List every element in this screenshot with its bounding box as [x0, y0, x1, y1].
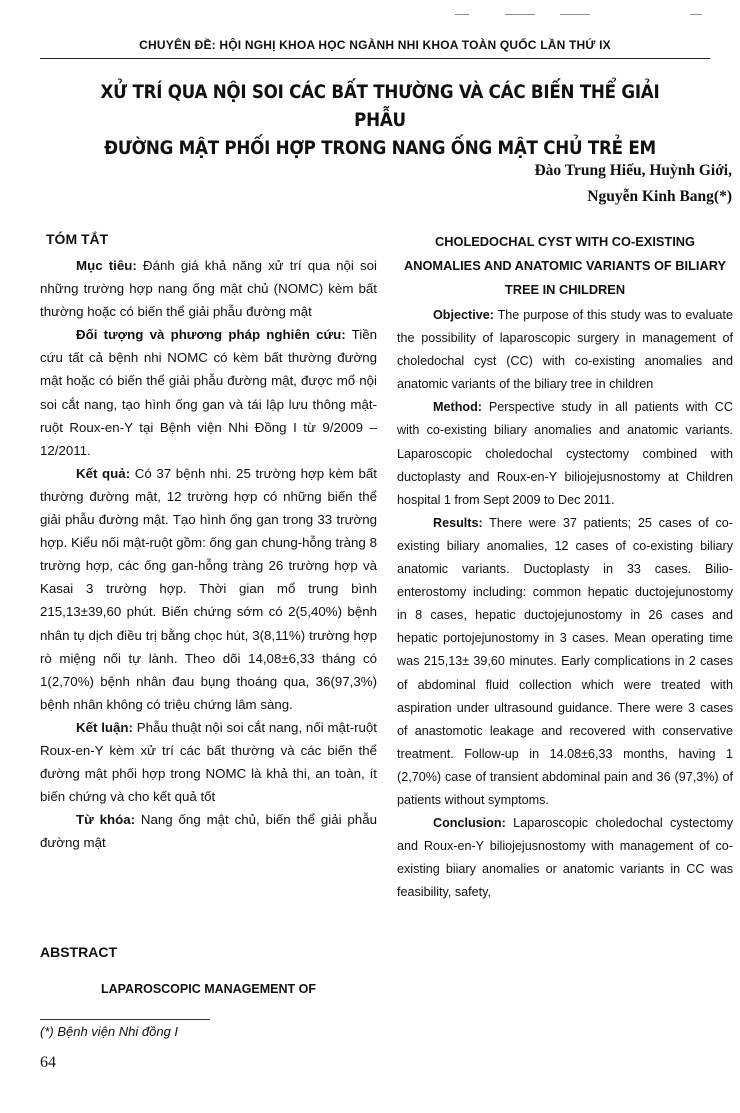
conclusion-text: Phẫu thuật nội soi cắt nang, nối mật-ruột Roux-en-Y kèm xử trí các bất thường và các biến thể đường mật phối hợp trong NOMC là khả thi, an toàn, ít biến chứng và cho kết quả tốt — [40, 719, 377, 805]
en-method-text: Perspective study in all patients with CC with co-existing biliary anomalies and anatomic variants. Laparoscopic choledochal cystectomy combined with ductoplasty and Roux-en-Y biliojejusnostomy at Children hospital 1 from Sept 2009 to Dec 2011. — [397, 400, 733, 507]
en-results-label: Results: — [433, 515, 483, 530]
article-title — [98, 78, 661, 162]
english-abstract — [397, 230, 733, 904]
authors-line-1: Đào Trung Hiếu, Huỳnh Giới, — [534, 162, 732, 179]
en-conclusion-paragraph — [397, 812, 733, 904]
keywords-text: Nang ống mật chủ, biến thể giải phẫu đường mật — [40, 812, 377, 851]
results-text: Có 37 bệnh nhi. 25 trường hợp kèm bất thường đường mật, 12 trường hợp có những biến thể giải phẫu đường mật. Tạo hình ống gan trong 33 trường hợp. Kiểu nối mật-ruột gồm: ống gan chung-hỗng tràng 8 trường hợp, các ống gan-hỗng tràng 26 trường hợp và Kasai 3 trường hợp. Thời gian mổ trung bình 215,13±39,60 phút. Biến chứng sớm có 2(5,40%) bệnh nhân tụ dịch điều trị bằng chọc hút, 3(8,11%) trường hợp rò miệng nối tự lành. Theo dõi 14,08±6,33 tháng có 1(2,70%) bệnh nhân đau bụng thoáng qua, 36(97,3%) bệnh nhân không có triệu chứng lâm sàng. — [40, 465, 377, 712]
authors-line-2: Nguyễn Kinh Bang(*) — [587, 188, 732, 205]
title-line-1: XỬ TRÍ QUA NỘI SOI CÁC BẤT THƯỜNG VÀ CÁC BIẾN THỂ GIẢI PHẪU — [100, 81, 660, 131]
results-paragraph — [40, 462, 377, 716]
en-conclusion-text: Laparoscopic choledochal cystectomy and Roux-en-Y biliojejusnostomy with management of co-existing biiary anomalies or anatomic variants in CC was feasibility, safety, — [397, 816, 733, 900]
conclusion-label: Kết luận: — [76, 719, 133, 735]
en-objective-label: Objective: — [433, 308, 494, 322]
abstract-heading: ABSTRACT — [40, 944, 117, 960]
authors — [332, 158, 732, 210]
scan-mark — [505, 14, 535, 15]
subjects-text: Tiền cứu tất cả bệnh nhi NOMC có kèm bất thường đường mật hoặc có biến thể giải phẫu đường mật, được mổ nội soi cắt nang, tạo hình ống gan và tái lập lưu thông mật-ruột Roux-en-Y tại Bệnh viện Nhi Đồng I từ 9/2009 – 12/2011. — [40, 327, 377, 458]
header-rule — [40, 58, 710, 59]
keywords-paragraph — [40, 808, 377, 854]
en-method-paragraph — [397, 396, 733, 511]
vietnamese-summary — [40, 228, 377, 854]
scan-mark — [455, 14, 469, 15]
en-results-paragraph — [397, 512, 733, 812]
keywords-label: Từ khóa: — [76, 812, 136, 828]
en-objective-text: The purpose of this study was to evaluate the possibility of laparoscopic surgery in management of choledochal cyst (CC) with co-existing anomalies and anatomic variants of the biliary tree in children — [397, 308, 733, 392]
en-objective-paragraph — [397, 304, 733, 396]
footnote: (*) Bệnh viện Nhi đồng I — [40, 1024, 179, 1039]
english-title: CHOLEDOCHAL CYST WITH CO-EXISTING ANOMALIES AND ANATOMIC VARIANTS OF BILIARY TREE IN CHILDREN — [403, 234, 727, 297]
subjects-paragraph — [40, 323, 377, 462]
abstract-title-start: LAPAROSCOPIC MANAGEMENT OF — [100, 982, 317, 996]
en-method-label: Method: — [433, 400, 482, 415]
objective-paragraph — [40, 254, 377, 323]
scan-mark — [690, 14, 702, 15]
summary-heading: TÓM TẮT — [46, 231, 109, 247]
running-header: CHUYÊN ĐỀ: HỘI NGHỊ KHOA HỌC NGÀNH NHI KHOA TOÀN QUỐC LẦN THỨ IX — [139, 38, 611, 52]
objective-label: Mục tiêu: — [76, 258, 137, 273]
scan-mark — [560, 14, 590, 15]
page-number: 64 — [40, 1054, 56, 1071]
results-label: Kết quả: — [76, 465, 131, 481]
title-line-2: ĐƯỜNG MẬT PHỐI HỢP TRONG NANG ỐNG MẬT CHỦ TRẺ EM — [104, 137, 656, 159]
footnote-rule — [40, 1019, 210, 1020]
subjects-label: Đối tượng và phương pháp nghiên cứu: — [76, 327, 346, 343]
en-results-text: There were 37 patients; 25 cases of co-existing biliary anomalies, 12 cases of co-existing biliary anatomic variants. Ductoplasty in 33 cases. Bilio- enterostomy including: common hepatic ductojejunostomy in 8 cases, hepatic ductojejunostomy in 26 cases and hepatic portojejunostomy in 3 cases. Mean operating time was 215,13± 39,60 minutes. Early complications in 2 cases of abdominal fluid collection which were treated with aspiration under ultrasound guidance. There were 3 cases of anastomotic leakage and recovered with conservative treatment. Follow-up in 14.08±6,33 months, having 1 (2,70%) case of transient abdominal pain and 36 (97,3%) of patients without symptoms. — [397, 515, 733, 807]
objective-text: Đánh giá khả năng xử trí qua nội soi những trường hợp nang ống mật chủ (NOMC) kèm bất thường hoặc có biến thể giải phẫu đường mật — [40, 258, 377, 320]
en-conclusion-label: Conclusion: — [433, 816, 506, 831]
conclusion-paragraph — [40, 716, 377, 808]
